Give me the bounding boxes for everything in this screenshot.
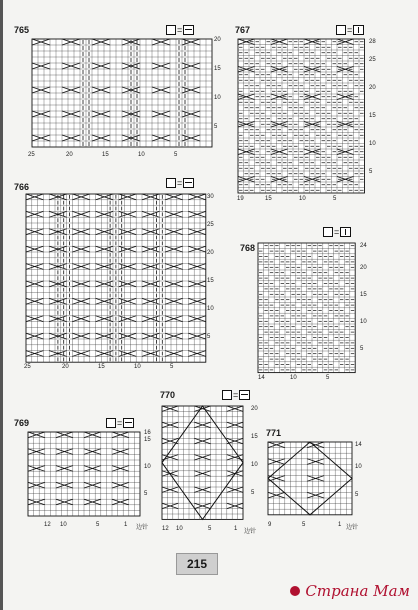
site-logo-icon <box>290 586 300 596</box>
row-number: 20 <box>214 37 221 43</box>
chart-770 <box>158 388 268 538</box>
column-number: 12 <box>162 526 169 532</box>
watermark: Страна Мам <box>305 582 410 600</box>
row-number: 20 <box>207 250 214 256</box>
row-number: 10 <box>355 464 362 470</box>
column-number: 1 <box>234 526 238 532</box>
column-number: 5 <box>326 375 330 381</box>
chart-number: 768 <box>240 243 256 253</box>
chart-767 <box>233 25 393 205</box>
column-number: 15 <box>102 152 109 158</box>
stitch-grid <box>162 406 248 524</box>
chart-number: 765 <box>14 25 30 35</box>
column-number: 19 <box>237 196 244 202</box>
page-number-text: 215 <box>186 557 208 571</box>
row-number: 10 <box>144 464 151 470</box>
row-number: 5 <box>355 492 359 498</box>
column-number: 14 <box>258 375 265 381</box>
chart-766 <box>14 178 224 378</box>
column-number: 12 <box>44 522 51 528</box>
row-number: 14 <box>355 442 362 448</box>
chart-771 <box>264 428 374 538</box>
column-number: 15 <box>265 196 272 202</box>
edge-stitch-label: 边针 <box>346 525 359 531</box>
row-number: 20 <box>360 265 367 271</box>
column-number: 1 <box>124 522 128 528</box>
symbol-key: = <box>323 227 351 237</box>
row-number: 20 <box>251 406 258 412</box>
symbol-key: = <box>106 418 134 428</box>
row-number: 15 <box>251 434 258 440</box>
column-number: 10 <box>290 375 297 381</box>
row-number: 28 <box>369 39 376 45</box>
symbol-key: = <box>336 25 364 35</box>
column-number: 15 <box>98 364 105 370</box>
column-number: 9 <box>268 522 272 528</box>
stitch-grid <box>32 39 212 149</box>
row-number: 15 <box>207 278 214 284</box>
column-number: 5 <box>302 522 306 528</box>
row-number: 5 <box>144 491 148 497</box>
chart-768 <box>240 225 380 390</box>
chart-769 <box>14 418 164 533</box>
row-number: 10 <box>251 462 258 468</box>
page-number <box>176 553 218 575</box>
chart-number: 770 <box>160 390 176 400</box>
column-number: 10 <box>134 364 141 370</box>
stitch-grid <box>258 243 356 373</box>
row-number: 5 <box>251 490 255 496</box>
symbol-key: = <box>166 178 194 188</box>
column-number: 5 <box>96 522 100 528</box>
column-number: 20 <box>66 152 73 158</box>
symbol-key: = <box>222 390 250 400</box>
chart-number: 766 <box>14 182 30 192</box>
row-number: 5 <box>369 169 373 175</box>
column-number: 10 <box>176 526 183 532</box>
column-number: 20 <box>62 364 69 370</box>
row-number: 15 <box>369 113 376 119</box>
row-number: 10 <box>214 95 221 101</box>
column-number: 5 <box>174 152 178 158</box>
row-number: 25 <box>207 222 214 228</box>
column-number: 10 <box>60 522 67 528</box>
row-number: 10 <box>369 141 376 147</box>
column-number: 5 <box>170 364 174 370</box>
stitch-grid <box>238 39 366 193</box>
row-number: 16 <box>144 430 151 436</box>
row-number: 5 <box>360 346 364 352</box>
stitch-grid <box>268 442 352 520</box>
column-number: 5 <box>208 526 212 532</box>
column-number: 5 <box>333 196 337 202</box>
row-number: 15 <box>360 292 367 298</box>
edge-stitch-label: 边针 <box>136 525 149 531</box>
row-number: 30 <box>207 194 214 200</box>
stitch-grid <box>28 432 142 520</box>
row-number: 24 <box>360 243 367 249</box>
edge-stitch-label: 边针 <box>244 529 257 535</box>
row-number: 25 <box>369 57 376 63</box>
row-number: 5 <box>214 124 218 130</box>
chart-number: 771 <box>266 428 282 438</box>
row-number: 10 <box>207 306 214 312</box>
row-number: 15 <box>144 437 151 443</box>
chart-number: 767 <box>235 25 251 35</box>
column-number: 10 <box>299 196 306 202</box>
chart-765 <box>14 25 224 165</box>
chart-number: 769 <box>14 418 30 428</box>
column-number: 1 <box>338 522 342 528</box>
symbol-key: = <box>166 25 194 35</box>
column-number: 25 <box>28 152 35 158</box>
binding-edge <box>0 0 3 610</box>
column-number: 10 <box>138 152 145 158</box>
stitch-grid <box>26 194 206 364</box>
column-number: 25 <box>24 364 31 370</box>
row-number: 20 <box>369 85 376 91</box>
row-number: 10 <box>360 319 367 325</box>
row-number: 5 <box>207 334 211 340</box>
row-number: 15 <box>214 66 221 72</box>
